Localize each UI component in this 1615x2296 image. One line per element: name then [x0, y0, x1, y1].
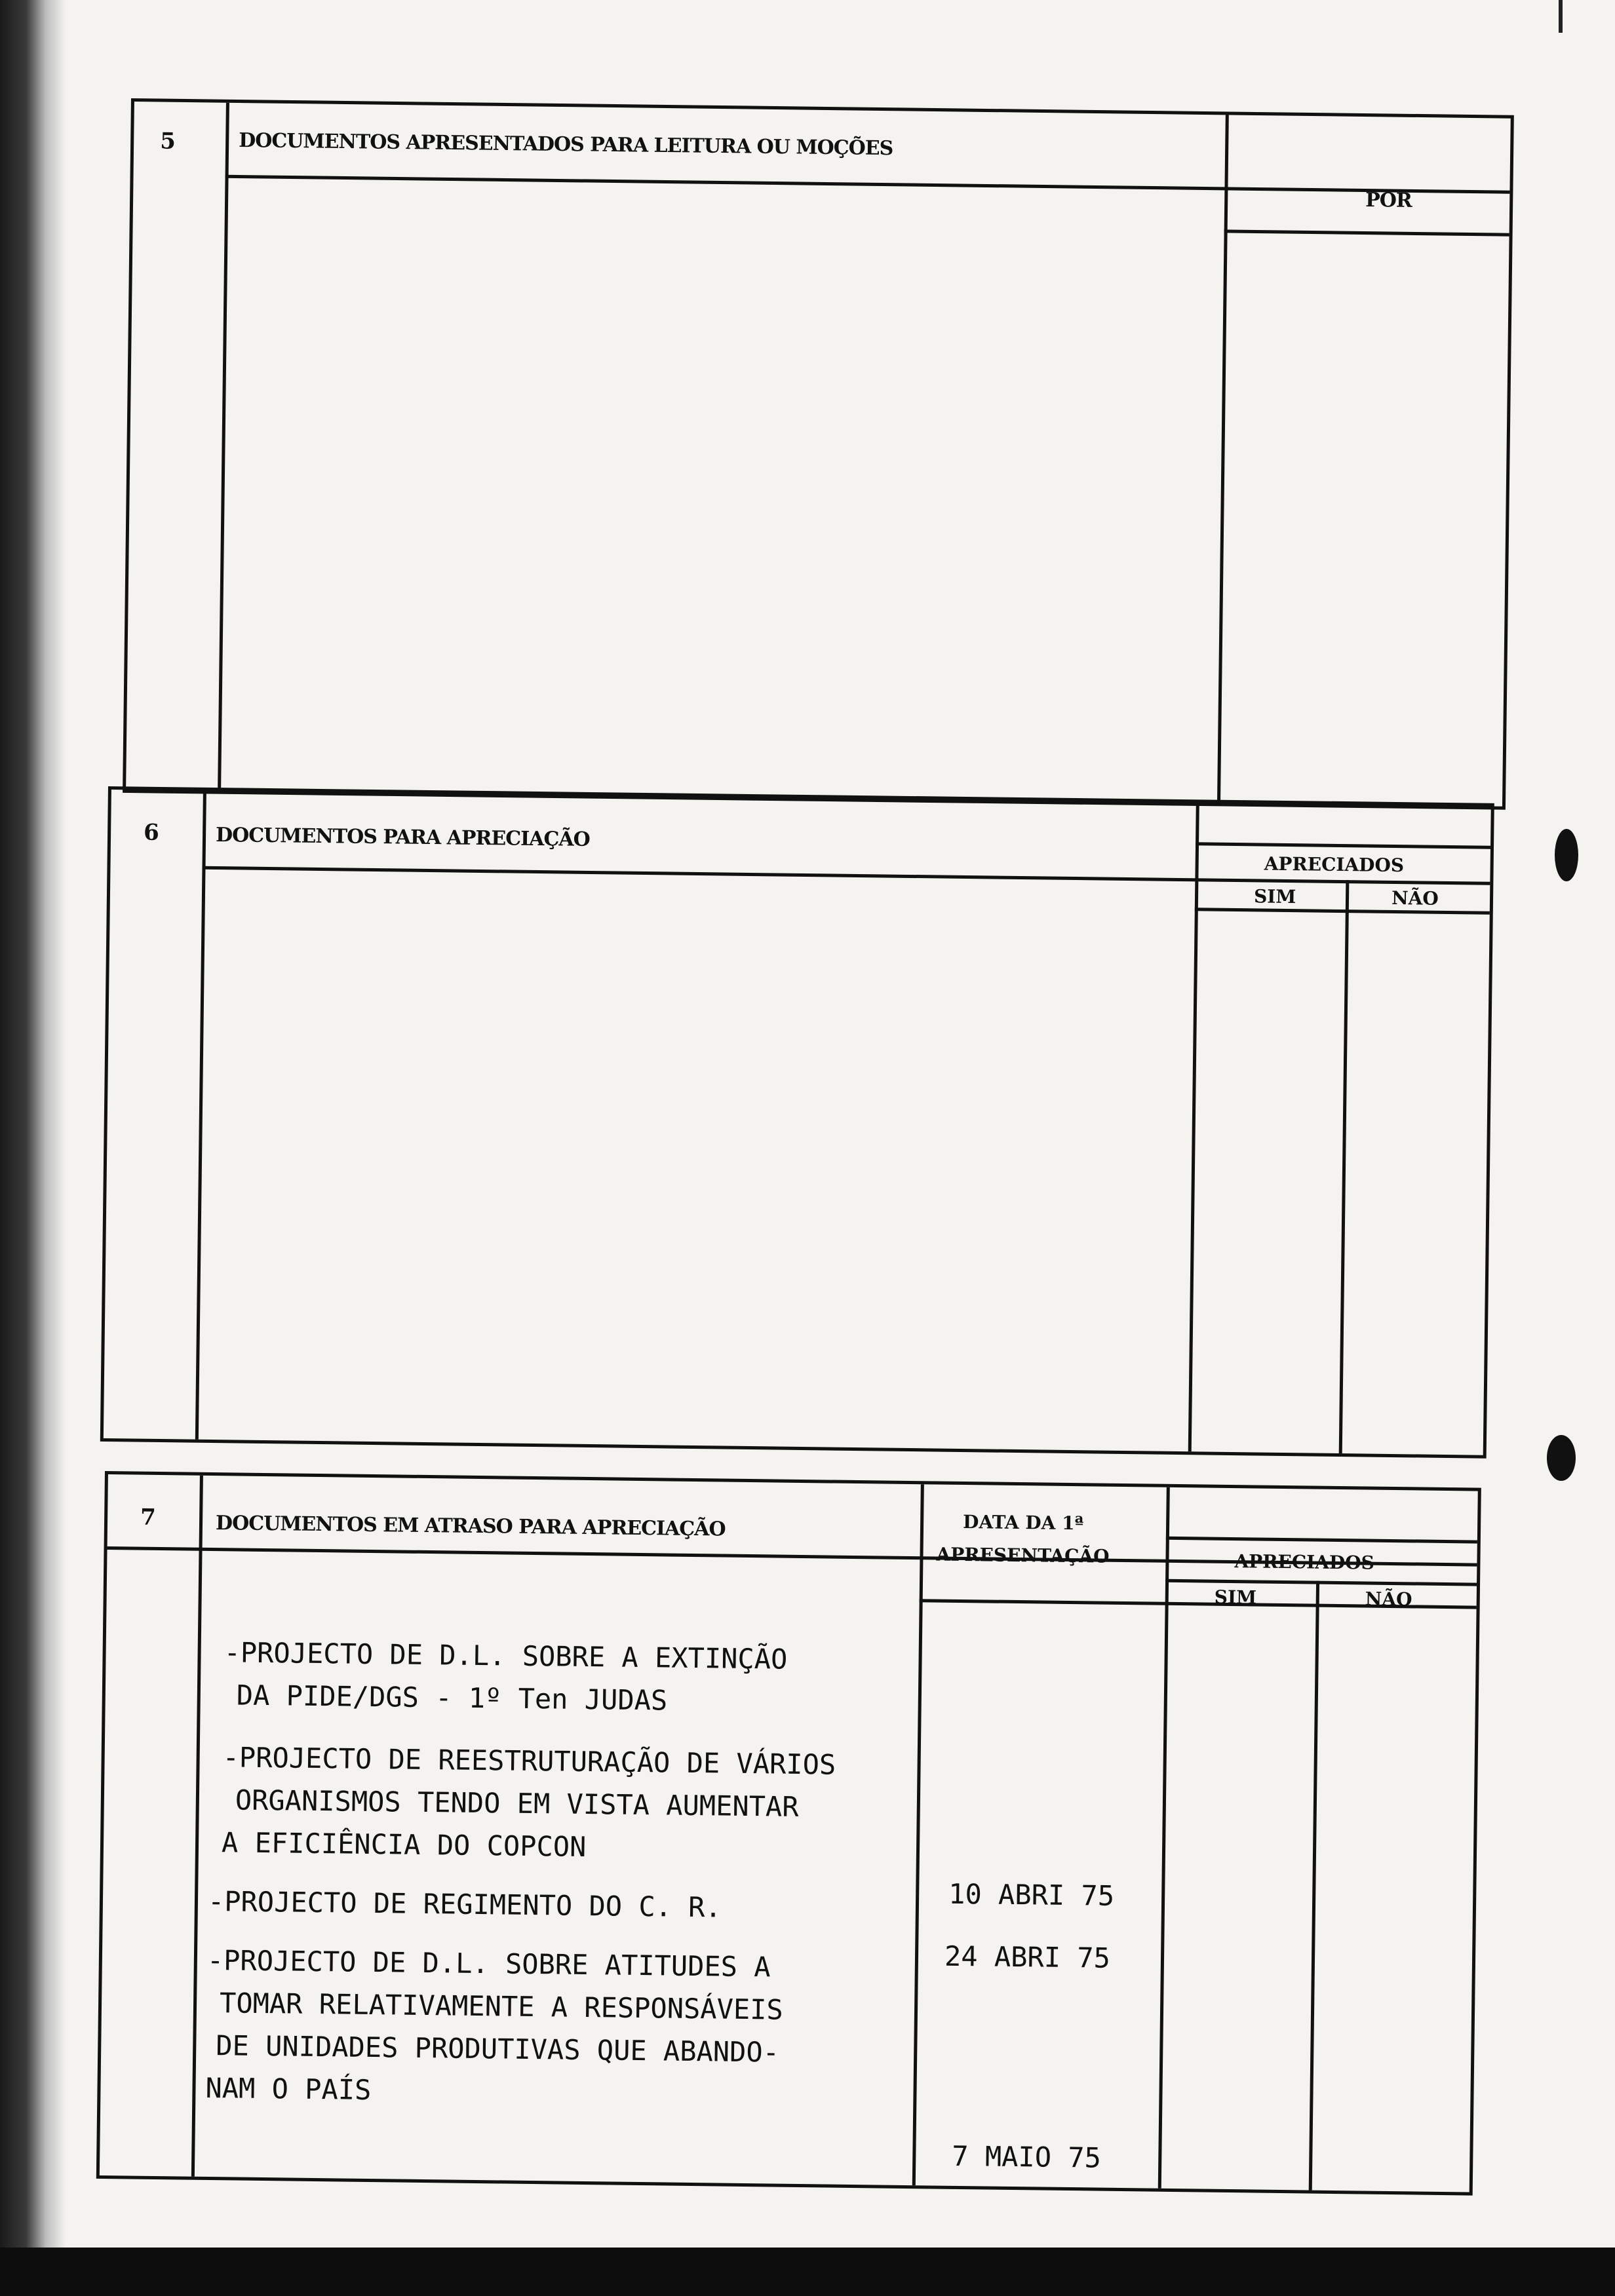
scan-blot: [1547, 1435, 1576, 1481]
section-6-title: DOCUMENTOS PARA APRECIAÇÃO: [215, 824, 590, 851]
section-5-by-header: POR: [1365, 189, 1412, 212]
item-4-line-3: DE UNIDADES PRODUTIVAS QUE ABANDO-: [216, 2029, 780, 2069]
section-6-appreciated-header: APRECIADOS: [1264, 852, 1405, 877]
section-7-number: 7: [140, 1504, 157, 1531]
item-2-line-2: ORGANISMOS TENDO EM VISTA AUMENTAR: [235, 1784, 799, 1823]
date-2: 24 ABRI 75: [944, 1940, 1111, 1974]
section-7-title: DOCUMENTOS EM ATRASO PARA APRECIAÇÃO: [215, 1512, 726, 1541]
section-7-yes-header: SIM: [1214, 1586, 1257, 1609]
section-6-no-header: NÃO: [1391, 887, 1439, 909]
scan-bottom-edge: [0, 2248, 1615, 2296]
item-4-line-4: NAM O PAÍS: [205, 2071, 372, 2107]
section-7-box: [96, 1471, 1481, 2196]
scan-blot: [1555, 829, 1578, 881]
item-3-line-1: -PROJECTO DE REGIMENTO DO C. R.: [207, 1885, 722, 1924]
section-5-title: DOCUMENTOS APRESENTADOS PARA LEITURA OU MOÇÕES: [239, 129, 893, 161]
item-4-line-2: TOMAR RELATIVAMENTE A RESPONSÁVEIS: [219, 1987, 784, 2026]
section-7-appreciated-header: APRECIADOS: [1234, 1550, 1375, 1574]
scan-left-edge: [0, 0, 66, 2296]
item-4-line-1: -PROJECTO DE D.L. SOBRE ATITUDES A: [206, 1943, 771, 1983]
section-5-box: [123, 98, 1514, 810]
section-6-box: [100, 786, 1494, 1459]
section-6-number: 6: [143, 819, 160, 846]
item-2-line-3: A EFICIÊNCIA DO COPCON: [221, 1826, 587, 1864]
item-1-line-2: DA PIDE/DGS - 1º Ten JUDAS: [236, 1679, 668, 1717]
item-1-line-1: -PROJECTO DE D.L. SOBRE A EXTINÇÃO: [224, 1636, 788, 1675]
date-1: 10 ABRI 75: [948, 1877, 1115, 1912]
item-2-line-1: -PROJECTO DE REESTRUTURAÇÃO DE VÁRIOS: [222, 1741, 836, 1781]
date-3: 7 MAIO 75: [952, 2139, 1102, 2174]
section-5-number: 5: [159, 128, 176, 155]
section-7-date-header-line2: APRESENTAÇÃO: [936, 1543, 1110, 1567]
section-6-yes-header: SIM: [1253, 885, 1296, 908]
section-7-date-header-line1: DATA DA 1ª: [962, 1511, 1084, 1535]
section-7-no-header: NÃO: [1365, 1588, 1412, 1611]
scan-top-mark: [1559, 0, 1563, 33]
